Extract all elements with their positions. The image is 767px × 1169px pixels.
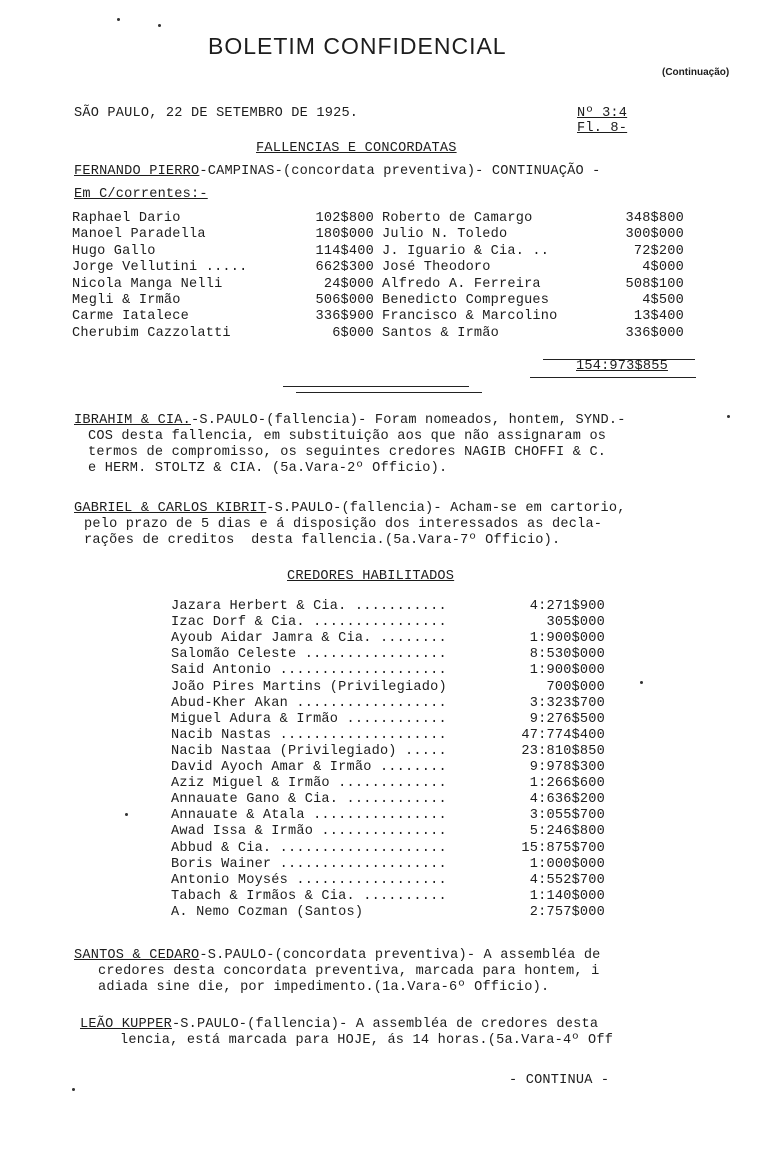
list-item-name: Ayoub Aidar Jamra & Cia. ........ xyxy=(171,631,447,647)
list-item-name: David Ayoch Amar & Irmão ........ xyxy=(171,760,447,775)
list-item-name: Megli & Irmão xyxy=(72,293,181,308)
list-item-value: 8:530$000 xyxy=(529,647,605,663)
list-item-value: 72$200 xyxy=(633,243,684,259)
list-item-value: 1:000$000 xyxy=(529,856,605,872)
list-item-name: Annauate Gano & Cia. ............ xyxy=(171,792,447,808)
list-item-name: Awad Issa & Irmão ............... xyxy=(171,824,447,840)
speck xyxy=(125,813,128,816)
entry-heading xyxy=(74,164,601,180)
speck xyxy=(158,24,161,27)
list-item-value: 305$000 xyxy=(546,615,605,631)
list-item-name: Benedicto Compregues xyxy=(382,293,550,308)
list-item-name: Abud-Kher Akan .................. xyxy=(171,695,447,711)
list-item-value: 700$000 xyxy=(546,679,605,695)
list-item-name: Santos & Irmão xyxy=(382,325,500,341)
list-item-value: 4$500 xyxy=(642,293,684,308)
entry-name: IBRAHIM & CIA. xyxy=(74,413,192,428)
list-item-name: Jazara Herbert & Cia. ........... xyxy=(171,599,447,614)
speck xyxy=(640,681,643,684)
list-item-name: Roberto de Camargo xyxy=(382,211,533,226)
list-item-value: 1:266$600 xyxy=(529,776,605,792)
list-item-value: 4$000 xyxy=(642,260,684,276)
list-item-value: 336$000 xyxy=(625,325,684,341)
list-item-name: Izac Dorf & Cia. ................ xyxy=(171,615,447,631)
list-item-value: 180$000 xyxy=(315,227,374,243)
list-item-value: 24$000 xyxy=(323,276,374,292)
bulletin-number: Nº 3:4 xyxy=(577,106,628,121)
continues-footer: - CONTINUA - xyxy=(509,1073,610,1088)
list-item-value: 13$400 xyxy=(633,309,684,325)
accounts-total: 154:973$855 xyxy=(576,359,668,374)
list-item-value: 4:636$200 xyxy=(529,792,605,808)
list-item-name: Cherubim Cazzolatti xyxy=(72,325,231,341)
entry-paragraph: SANTOS & CEDARO-S.PAULO-(concordata preventiva)- A assembléa de credores desta concordata preventiva, marcada para hontem, i adiada sine die, por impedimento.(1a.Vara-6º Officio). xyxy=(74,948,601,995)
separator-rule-2 xyxy=(296,392,482,393)
list-item-value: 1:900$000 xyxy=(529,663,605,679)
accounts-subheading: Em C/correntes:- xyxy=(74,187,208,202)
separator-rule-1 xyxy=(283,386,469,387)
list-item-value: 114$400 xyxy=(315,243,374,259)
list-item-value: 9:978$300 xyxy=(529,760,605,775)
date-line: SÃO PAULO, 22 DE SETEMBRO DE 1925. xyxy=(74,106,359,121)
list-item-value: 506$000 xyxy=(315,293,374,308)
list-item-name: Nicola Manga Nelli xyxy=(72,276,223,292)
list-item-name: A. Nemo Cozman (Santos) xyxy=(171,904,364,920)
list-item-value: 3:323$700 xyxy=(529,695,605,711)
list-item-value: 662$300 xyxy=(315,260,374,276)
speck xyxy=(117,18,120,21)
list-item-value: 6$000 xyxy=(332,325,374,341)
list-item-value: 1:900$000 xyxy=(529,631,605,647)
list-item-name: José Theodoro xyxy=(382,260,491,276)
list-item-name: Hugo Gallo xyxy=(72,243,156,259)
list-item-value: 23:810$850 xyxy=(521,743,605,759)
list-item-name: Nacib Nastas .................... xyxy=(171,727,447,743)
list-item-value: 348$800 xyxy=(625,211,684,226)
list-item-value: 5:246$800 xyxy=(529,824,605,840)
list-item-value: 15:875$700 xyxy=(521,840,605,856)
list-item-name: Annauate & Atala ................ xyxy=(171,808,447,824)
list-item-name: Raphael Dario xyxy=(72,211,181,226)
list-item-name: Antonio Moysés .................. xyxy=(171,872,447,888)
entry-paragraph: GABRIEL & CARLOS KIBRIT-S.PAULO-(fallencia)- Acham-se em cartorio, pelo prazo de 5 dias e á disposição dos interessados as decla- rações de creditos desta fallencia.(5a.Vara-7º Officio). xyxy=(74,501,626,548)
list-item-name: Miguel Adura & Irmão ............ xyxy=(171,711,447,727)
folio-number: Fl. 8- xyxy=(577,121,628,136)
list-item-value: 3:055$700 xyxy=(529,808,605,824)
entry-paragraph: LEÃO KUPPER-S.PAULO-(fallencia)- A assembléa de credores desta lencia, está marcada para HOJE, ás 14 horas.(5a.Vara-4º Off xyxy=(80,1017,614,1048)
list-item-name: Carme Iatalece xyxy=(72,309,190,325)
section-title: FALLENCIAS E CONCORDATAS xyxy=(256,141,457,156)
list-item-name: Boris Wainer .................... xyxy=(171,856,447,872)
entry-name: LEÃO KUPPER xyxy=(80,1017,172,1032)
list-item-name: J. Iguario & Cia. .. xyxy=(382,243,550,259)
list-item-name: João Pires Martins (Privilegiado) xyxy=(171,679,447,695)
list-item-name: Alfredo A. Ferreira xyxy=(382,276,541,292)
document-title: BOLETIM CONFIDENCIAL xyxy=(208,33,507,59)
entry-paragraph: IBRAHIM & CIA.-S.PAULO-(fallencia)- Foram nomeados, hontem, SYND.- COS desta fallencia, em substituição aos que não assignaram os termos de compromisso, os seguintes credores NAGIB CHOFFI & C. e HERM. STOLTZ & CIA. (5a.Vara-2º Officio). xyxy=(74,413,626,476)
list-item-value: 336$900 xyxy=(315,309,374,325)
list-item-name: Nacib Nastaa (Privilegiado) ..... xyxy=(171,743,447,759)
list-item-value: 2:757$000 xyxy=(529,904,605,920)
list-item-value: 4:271$900 xyxy=(529,599,605,614)
list-item-value: 300$000 xyxy=(625,227,684,243)
entry-name: GABRIEL & CARLOS KIBRIT xyxy=(74,501,267,516)
list-item-name: Aziz Miguel & Irmão ............. xyxy=(171,776,447,792)
list-item-name: Manoel Paradella xyxy=(72,227,206,243)
list-item-name: Said Antonio .................... xyxy=(171,663,447,679)
list-item-name: Salomão Celeste ................. xyxy=(171,647,447,663)
list-item-value: 102$800 xyxy=(315,211,374,226)
entry-heading-rest: -CAMPINAS-(concordata preventiva)- CONTINUAÇÃO - xyxy=(199,164,601,179)
speck xyxy=(72,1088,75,1091)
list-item-name: Tabach & Irmãos & Cia. .......... xyxy=(171,888,447,904)
creditors-title: CREDORES HABILITADOS xyxy=(287,569,455,584)
entry-name: SANTOS & CEDARO xyxy=(74,948,200,963)
list-item-name: Abbud & Cia. .................... xyxy=(171,840,447,856)
continuation-label: (Continuação) xyxy=(662,67,730,78)
entry-name: FERNANDO PIERRO xyxy=(74,164,200,179)
total-underline xyxy=(530,377,696,378)
list-item-value: 47:774$400 xyxy=(521,727,605,743)
list-item-name: Jorge Vellutini ..... xyxy=(72,260,248,276)
list-item-name: Francisco & Marcolino xyxy=(382,309,558,325)
list-item-value: 9:276$500 xyxy=(529,711,605,727)
list-item-value: 4:552$700 xyxy=(529,872,605,888)
list-item-name: Julio N. Toledo xyxy=(382,227,508,243)
list-item-value: 508$100 xyxy=(625,276,684,292)
list-item-value: 1:140$000 xyxy=(529,888,605,904)
